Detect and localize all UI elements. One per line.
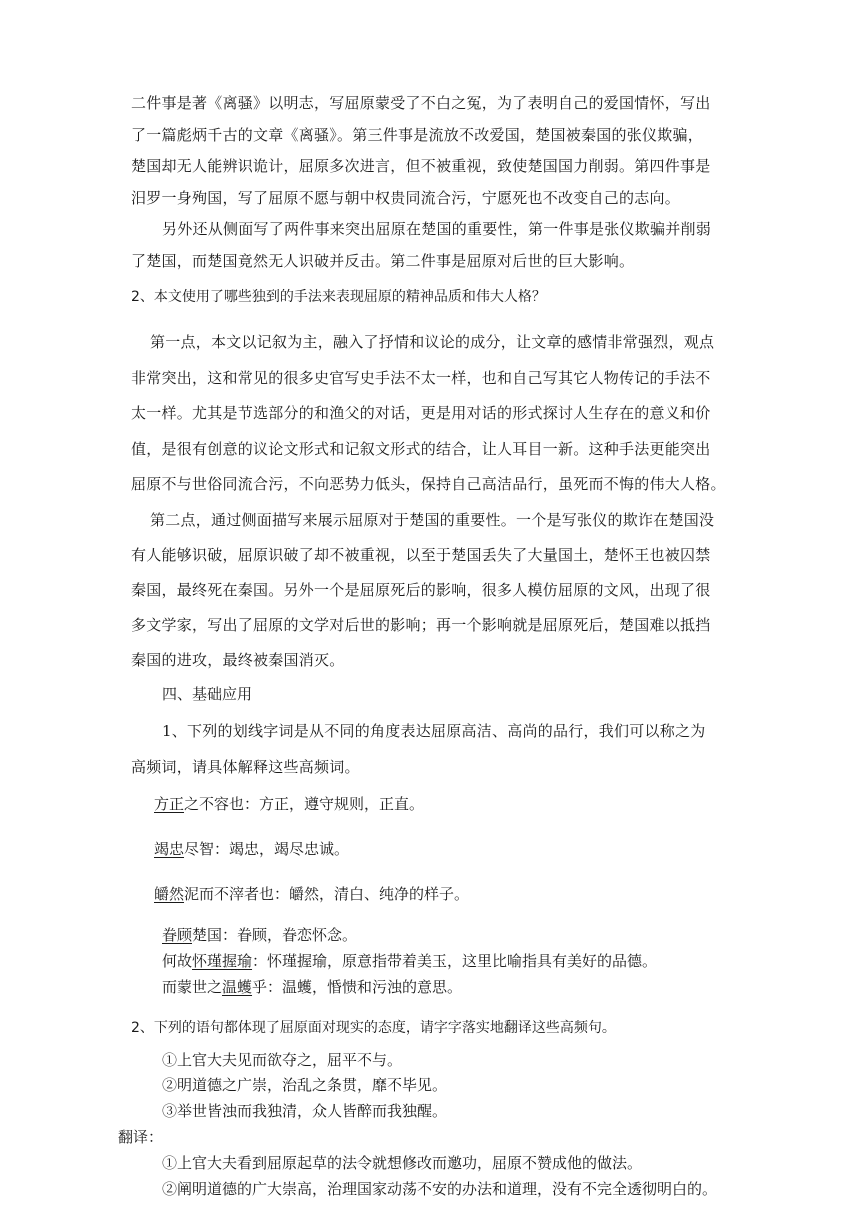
text-line: 高频词，请具体解释这些高频词。	[131, 758, 360, 776]
explanation-text: 之不容也：方正，遵守规则，正直。	[184, 795, 425, 813]
question-heading: 2、本文使用了哪些独到的手法来表现屈原的精神品质和伟大人格？	[131, 289, 546, 305]
section-heading: 四、基础应用	[162, 685, 253, 703]
text-line: 另外还从侧面写了两件事来突出屈原在楚国的重要性，第一件事是张仪欺骗并削弱	[162, 220, 712, 238]
text-line: 了一篇彪炳千古的文章《离骚》。第三件事是流放不改爱国，楚国被秦国的张仪欺骗，	[131, 126, 704, 144]
text-line: 值，是很有创意的议论文形式和记叙文形式的结合，让人耳目一新。这种手法更能突出	[131, 440, 711, 458]
underlined-word: 皭然	[154, 885, 185, 903]
text-line: 秦国，最终死在秦国。另外一个是屈原死后的影响，很多人模仿屈原的文风，出现了很	[131, 581, 711, 599]
text-line: 了楚国，而楚国竟然无人识破并反击。第二件事是屈原对后世的巨大影响。	[131, 252, 635, 270]
underlined-word: 方正	[154, 795, 185, 813]
explanation-text: 尽智：竭忠，竭尽忠诚。	[184, 840, 350, 858]
underlined-word: 温蠖	[222, 978, 253, 996]
text-line: 太一样。尤其是节选部分的和渔父的对话，更是用对话的形式探讨人生存在的意义和价	[131, 404, 711, 422]
text-line: 秦国的进攻，最终被秦国消灭。	[131, 651, 345, 669]
question-heading: 2、下列的语句都体现了屈原面对现实的态度，请字字落实地翻译这些高频句。	[131, 1020, 616, 1036]
text-line: 多文学家，写出了屈原的文学对后世的影响；再一个影响就是屈原死后，楚国难以抵挡	[131, 616, 711, 634]
translation-item: ①上官大夫看到屈原起草的法令就想修改而邀功，屈原不赞成他的做法。	[162, 1154, 643, 1172]
translation-item: ②阐明道德的广大崇高，治理国家动荡不安的办法和道理，没有不完全透彻明白的。	[162, 1180, 718, 1198]
underlined-word: 怀瑾握瑜	[192, 952, 253, 970]
sentence-item: ①上官大夫见而欲夺之，屈平不与。	[162, 1051, 403, 1069]
sentence-item: ②明道德之广崇，治乱之条贯，靡不毕见。	[162, 1076, 448, 1094]
word-explanation	[162, 951, 657, 971]
text-line: 楚国却无人能辨识诡计，屈原多次进言，但不被重视，致使楚国国力削弱。第四件事是	[131, 157, 711, 175]
explanation-text: 乎：温蠖，惛愦和污浊的意思。	[252, 978, 463, 996]
word-explanation	[162, 977, 462, 997]
text-line: 非常突出，这和常见的很多史官写史手法不太一样，也和自己写其它人物传记的手法不	[131, 369, 711, 387]
text-line: 二件事是著《离骚》以明志，写屈原蒙受了不白之冤，为了表明自己的爱国情怀，写出	[131, 94, 711, 112]
explanation-text: 而蒙世之	[162, 978, 223, 996]
underlined-word: 竭忠	[154, 840, 185, 858]
text-line: 第二点，通过侧面描写来展示屈原对于楚国的重要性。一个是写张仪的欺诈在楚国没	[150, 511, 715, 529]
translation-label: 翻译：	[118, 1128, 164, 1146]
text-line: 有人能够识破，屈原识破了却不被重视，以至于楚国丢失了大量国土，楚怀王也被囚禁	[131, 546, 711, 564]
explanation-text: 何故	[162, 952, 193, 970]
explanation-text: ：怀瑾握瑜，原意指带着美玉，这里比喻指具有美好的品德。	[252, 952, 658, 970]
question-heading: 1、下列的划线字词是从不同的角度表达屈原高洁、高尚的品行，我们可以称之为	[162, 722, 706, 740]
sentence-item: ③举世皆浊而我独清，众人皆醉而我独醒。	[162, 1102, 448, 1120]
text-line: 第一点，本文以记叙为主，融入了抒情和议论的成分，让文章的感情非常强烈，观点	[150, 333, 715, 351]
text-line: 汨罗一身殉国，写了屈原不愿与朝中权贵同流合污，宁愿死也不改变自己的志向。	[131, 189, 681, 207]
word-explanation	[154, 794, 424, 814]
underlined-word: 眷顾	[162, 926, 193, 944]
explanation-text: 泥而不滓者也：皭然，清白、纯净的样子。	[184, 885, 470, 903]
word-explanation	[154, 839, 349, 859]
word-explanation	[154, 884, 469, 904]
explanation-text: 楚国：眷顾，眷恋怀念。	[192, 926, 358, 944]
text-line: 屈原不与世俗同流合污，不向恶势力低头，保持自己高洁品行，虽死而不悔的伟大人格。	[131, 475, 726, 493]
word-explanation	[162, 925, 357, 945]
